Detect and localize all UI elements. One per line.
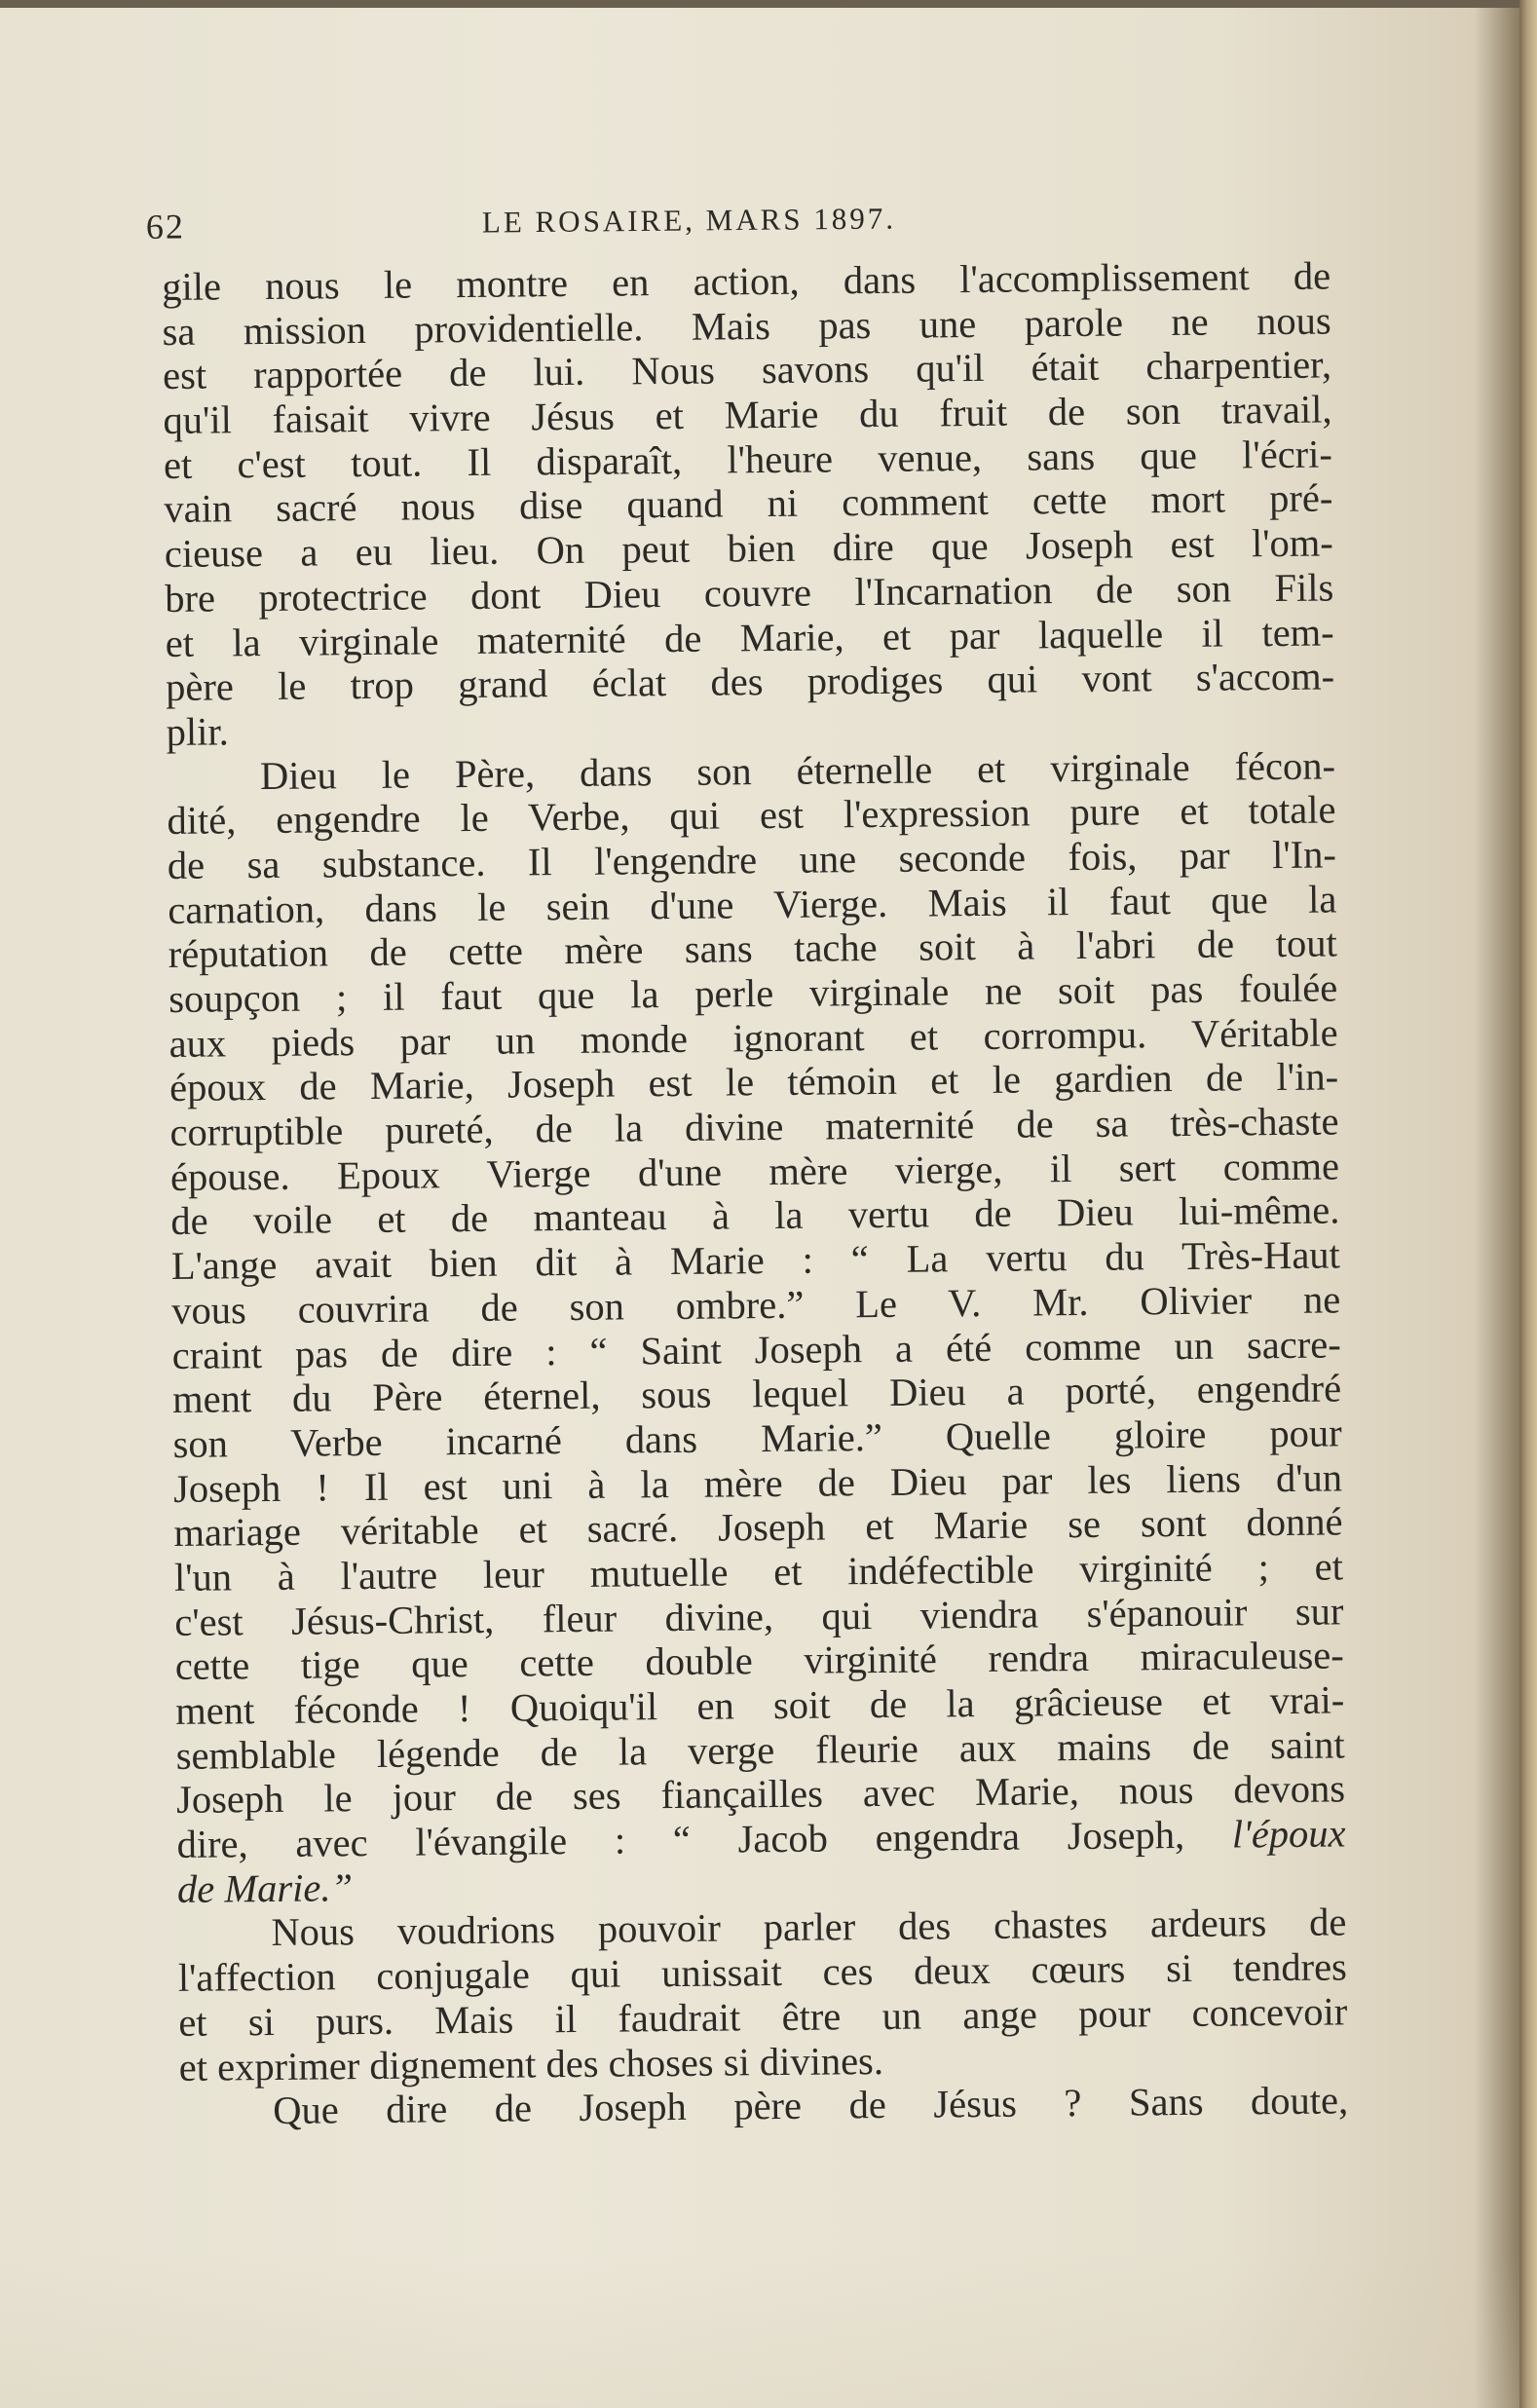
text-line: cette tige que cette double virginité rendra miraculeuse- bbox=[174, 1633, 1344, 1689]
text-line: ment du Père éternel, sous lequel Dieu a porté, engendré bbox=[171, 1366, 1342, 1422]
text-line: L'ange avait bien dit à Marie : “ La vertu du Très-Haut bbox=[170, 1232, 1341, 1289]
text-line: l'affection conjugale qui unissait ces deux cœurs si tendres bbox=[177, 1944, 1348, 2001]
text-line: semblable légende de la verge fleurie aux mains de saint bbox=[175, 1722, 1345, 1778]
text-line: gile nous le montre en action, dans l'accomplissement de bbox=[162, 253, 1331, 309]
text-line: et exprimer dignement des choses si divines. bbox=[178, 2038, 884, 2089]
text-line: vous couvrira de son ombre.” Le V. Mr. Olivier ne bbox=[171, 1277, 1341, 1333]
text-line: soupçon ; il faut que la perle virginale ne soit pas foulée bbox=[169, 965, 1338, 1021]
text-line: l'un à l'autre leur mutuelle et indéfectible virginité ; et bbox=[173, 1544, 1344, 1599]
text-line: Joseph ! Il est uni à la mère de Dieu par les liens d'un bbox=[172, 1454, 1343, 1511]
text-line: sa mission providentielle. Mais pas une parole ne nous bbox=[162, 298, 1331, 354]
text-line: cieuse a eu lieu. On peut bien dire que Joseph est l'om- bbox=[164, 520, 1334, 577]
page-header bbox=[146, 195, 1335, 265]
text-line: et c'est tout. Il disparaît, l'heure venue, sans que l'écri- bbox=[163, 432, 1333, 487]
page-number: 62 bbox=[145, 207, 186, 246]
text-line: bre protectrice dont Dieu couvre l'Incarnation de son Fils bbox=[165, 565, 1334, 621]
text-fragment: Joseph le jour de ses fiançailles avec Marie, nous devons bbox=[175, 1766, 1346, 1823]
right-page-edge bbox=[1519, 0, 1537, 2408]
text-line: aux pieds par un monde ignorant et corrompu. Véritable bbox=[169, 1010, 1338, 1066]
text-line: épouse. Epoux Vierge d'une mère vierge, il sert comme bbox=[169, 1144, 1340, 1199]
text-line: c'est Jésus-Christ, fleur divine, qui viendra s'épanouir sur bbox=[174, 1589, 1344, 1644]
text-line: de voile et de manteau à la vertu de Dieu lui-même. bbox=[170, 1187, 1340, 1244]
text-line: corruptible pureté, de la divine maternité de sa très-chaste bbox=[169, 1099, 1339, 1155]
text-line: de Marie.” bbox=[176, 1864, 354, 1911]
italic-fragment: l'époux bbox=[1231, 1811, 1346, 1857]
paragraph-start-line: Nous voudrions pouvoir parler des chastes ardeurs de bbox=[271, 1900, 1347, 1955]
body-text bbox=[162, 253, 1348, 2133]
text-line: réputation de cette mère sans tache soit à l'abri de tout bbox=[168, 921, 1337, 977]
paragraph-start-line: Dieu le Père, dans son éternelle et virginale fécon- bbox=[259, 743, 1336, 798]
text-line: qu'il faisait vivre Jésus et Marie du fruit de son travail, bbox=[163, 387, 1332, 443]
text-line: vain sacré nous dise quand ni comment cette mort pré- bbox=[164, 475, 1333, 532]
text-line: dité, engendre le Verbe, qui est l'expression pure et totale bbox=[167, 787, 1336, 844]
text-line: carnation, dans le sein d'une Vierge. Mais il faut que la bbox=[168, 877, 1337, 932]
top-edge-rule bbox=[0, 0, 1537, 8]
text-line: son Verbe incarné dans Marie.” Quelle gloire pour bbox=[172, 1411, 1342, 1466]
text-line: craint pas de dire : “ Saint Joseph a été comme un sacre- bbox=[171, 1321, 1341, 1377]
bottom-shading bbox=[0, 2252, 1537, 2408]
paragraph-start-line: Que dire de Joseph père de Jésus ? Sans doute, bbox=[272, 2078, 1349, 2133]
text-line: et la virginale maternité de Marie, et par laquelle il tem- bbox=[165, 609, 1334, 665]
text-line: ment féconde ! Quoiqu'il en soit de la grâcieuse et vrai- bbox=[175, 1677, 1345, 1733]
running-head: LE ROSAIRE, MARS 1897. bbox=[481, 201, 897, 240]
text-line: mariage véritable et sacré. Joseph et Marie se sont donné bbox=[173, 1499, 1343, 1556]
text-line: et si purs. Mais il faudrait être un ange pour concevoir bbox=[178, 1989, 1348, 2045]
text-line: plir. bbox=[166, 709, 229, 754]
text-line: de sa substance. Il l'engendre une seconde fois, par l'In- bbox=[167, 832, 1337, 887]
text-fragment: dire, avec l'évangile : “ Jacob engendra Joseph, bbox=[176, 1813, 1185, 1866]
text-line: époux de Marie, Joseph est le témoin et le gardien de l'in- bbox=[169, 1054, 1339, 1110]
text-line: père le trop grand éclat des prodiges qui vont s'accom- bbox=[165, 654, 1335, 710]
text-line: est rapportée de lui. Nous savons qu'il était charpentier, bbox=[162, 342, 1332, 398]
